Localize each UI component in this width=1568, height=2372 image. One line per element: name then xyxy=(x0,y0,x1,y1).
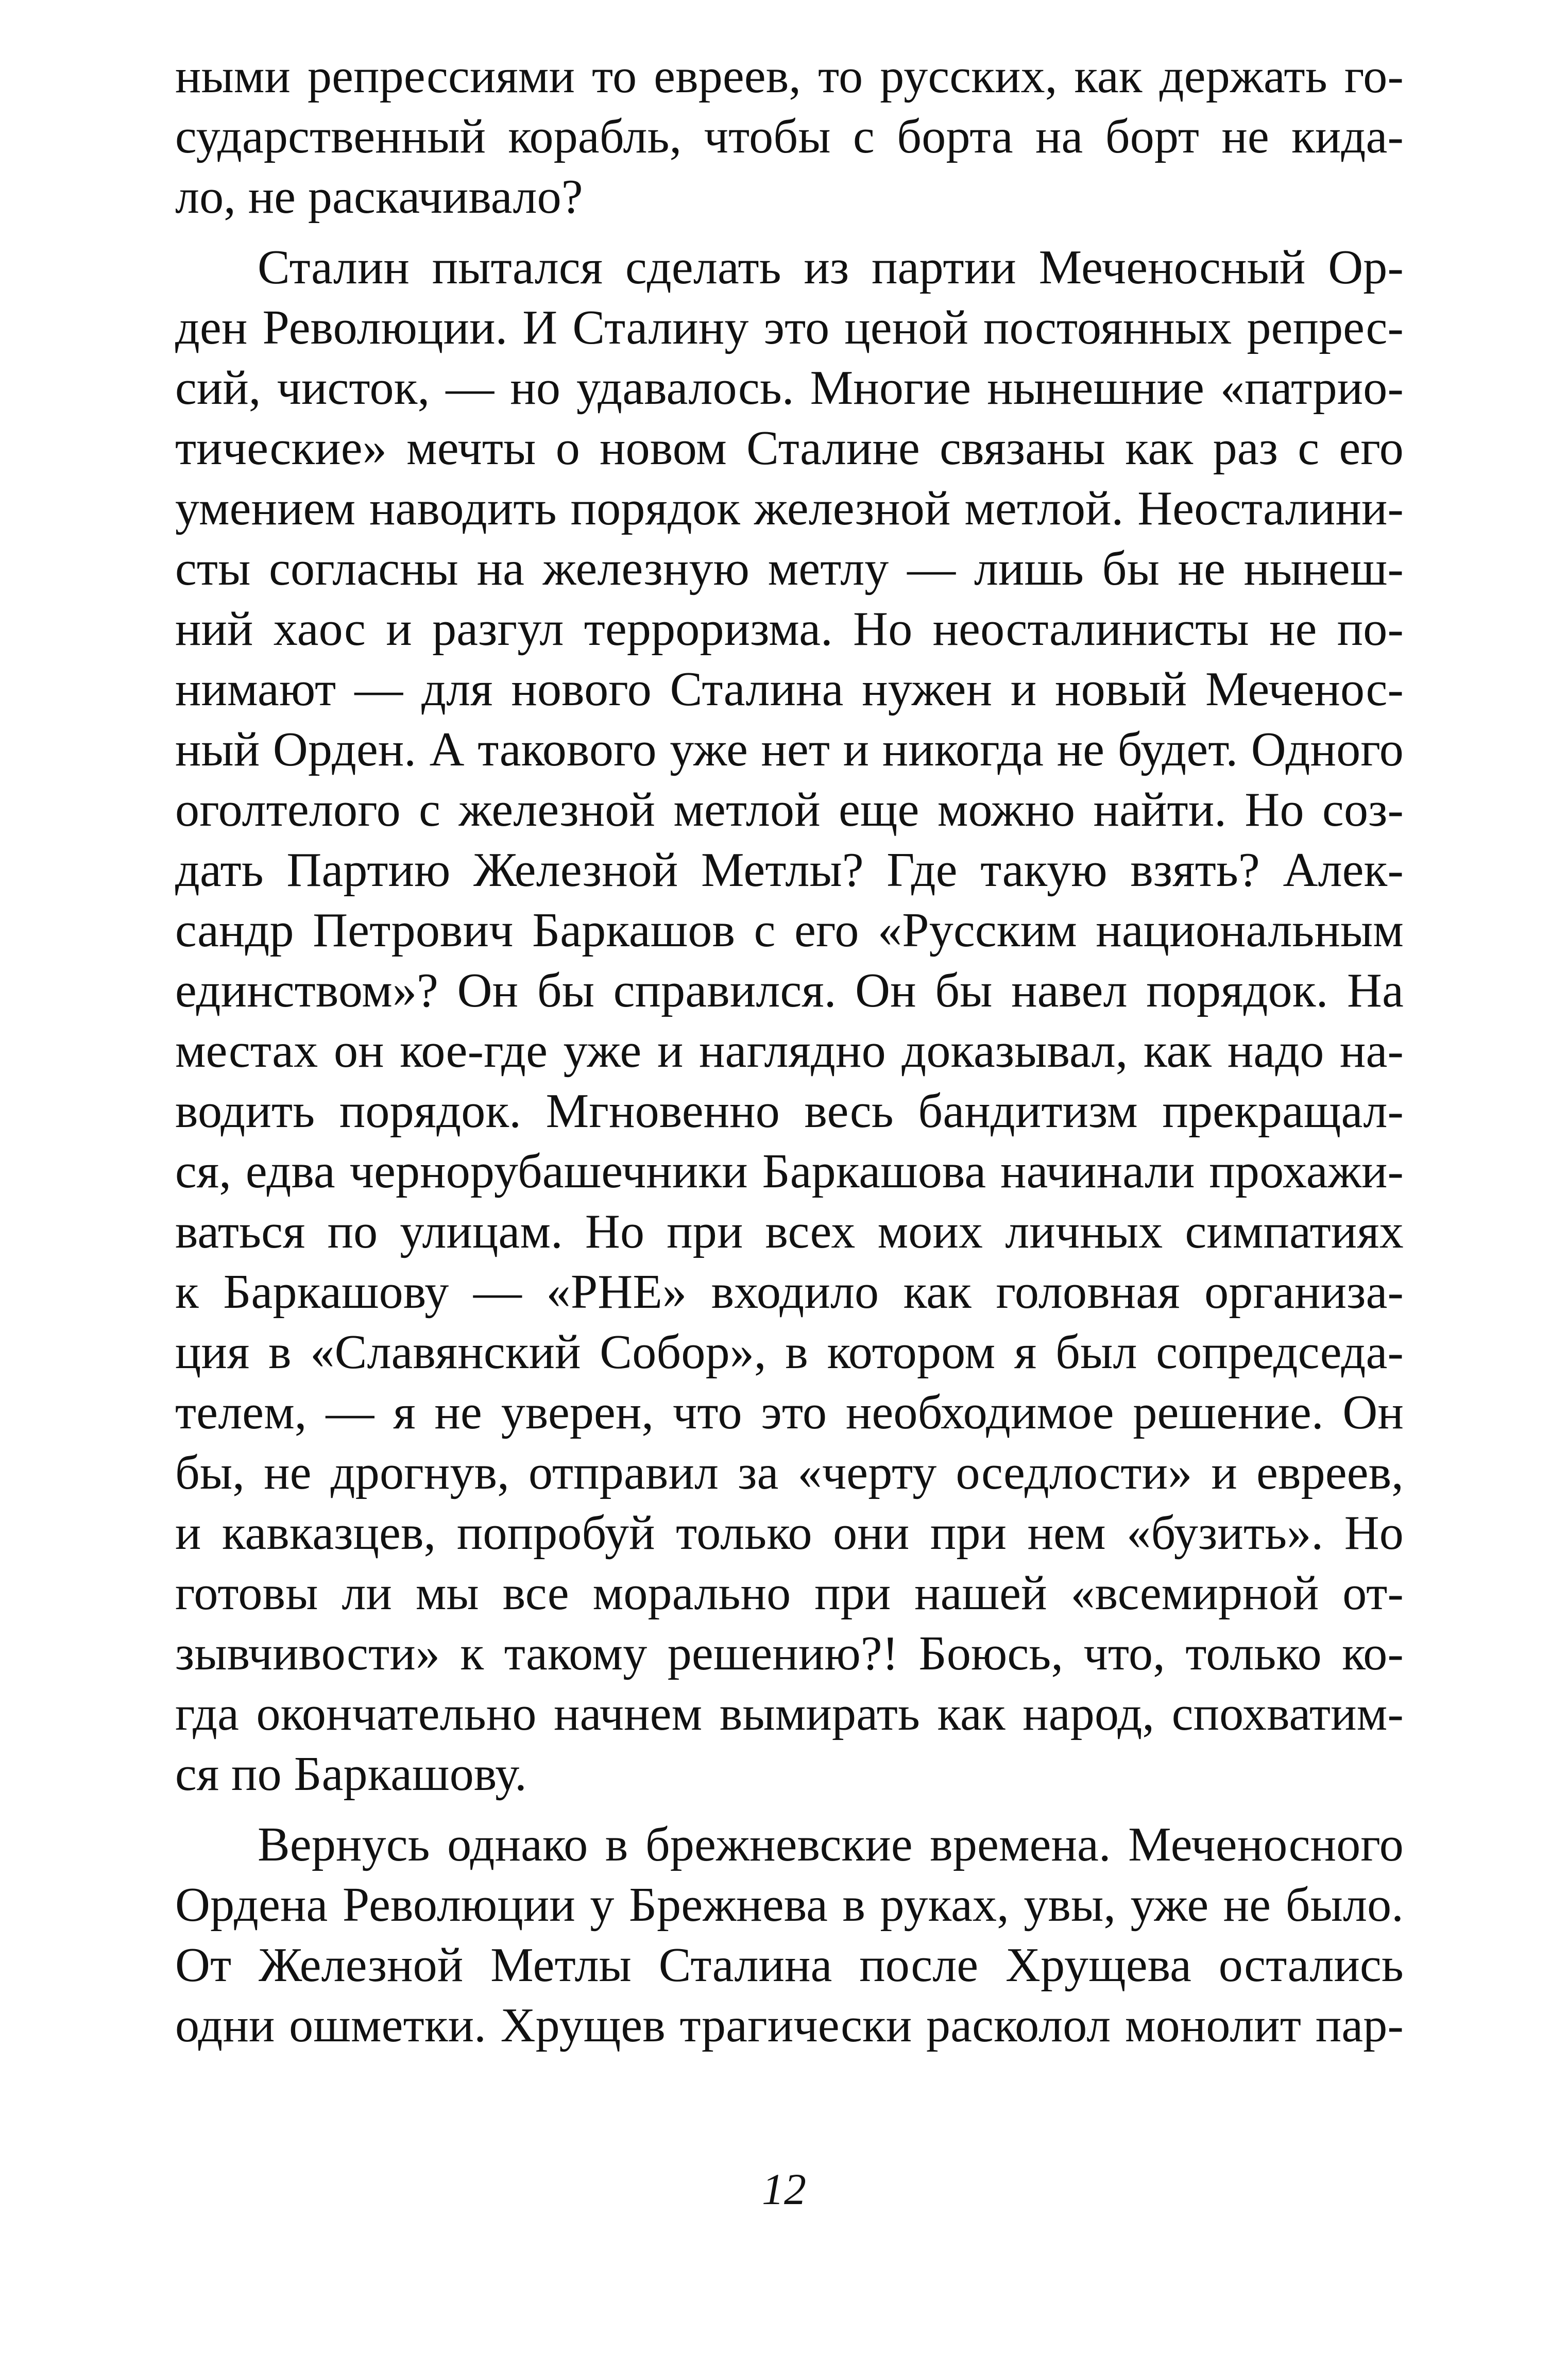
text-line: водить порядок. Мгновенно весь бандитизм прекращал- xyxy=(175,1084,1404,1138)
text-line: гда окончательно начнем вымирать как народ, спохватим- xyxy=(175,1687,1404,1740)
paragraph-gap xyxy=(175,1804,1404,1815)
body-text xyxy=(175,46,1404,2056)
text-line: ция в «Славянский Собор», в котором я был сопредседа- xyxy=(175,1325,1404,1379)
paragraph-3 xyxy=(175,1815,1404,2056)
text-line: ло, не раскачивало? xyxy=(175,170,583,224)
text-line: От Железной Метлы Сталина после Хрущева остались xyxy=(175,1938,1404,1992)
text-line: умением наводить порядок железной метлой. Неосталини- xyxy=(175,482,1404,535)
text-line: к Баркашову — «РНЕ» входило как головная организа- xyxy=(175,1265,1404,1319)
text-line: ный Орден. А такового уже нет и никогда не будет. Одного xyxy=(175,723,1404,776)
text-line: ся, едва чернорубашечники Баркашова начинали прохажи- xyxy=(175,1145,1404,1198)
text-line: сты согласны на железную метлу — лишь бы не нынеш- xyxy=(175,542,1404,595)
text-line: ний хаос и разгул терроризма. Но неосталинисты не по- xyxy=(175,602,1404,656)
text-line: ден Революции. И Сталину это ценой постоянных репрес- xyxy=(175,301,1404,354)
text-line: одни ошметки. Хрущев трагически расколол монолит пар- xyxy=(175,1999,1404,2052)
paragraph-1 xyxy=(175,46,1404,227)
text-line: сий, чисток, — но удавалось. Многие нынешние «патрио- xyxy=(175,361,1404,415)
text-line: телем, — я не уверен, что это необходимое решение. Он xyxy=(175,1386,1404,1439)
paragraph-2 xyxy=(175,237,1404,1804)
text-line: местах он кое-где уже и наглядно доказывал, как надо на- xyxy=(175,1024,1404,1078)
text-line: ваться по улицам. Но при всех моих личных симпатиях xyxy=(175,1205,1404,1258)
text-line: Ордена Революции у Брежнева в руках, увы, уже не было. xyxy=(175,1878,1404,1932)
text-line: и кавказцев, попробуй только они при нем «бузить». Но xyxy=(175,1506,1404,1560)
text-line: зывчивости» к такому решению?! Боюсь, что, только ко- xyxy=(175,1627,1404,1680)
text-line: дать Партию Железной Метлы? Где такую взять? Алек- xyxy=(175,843,1404,897)
page-number: 12 xyxy=(762,2164,806,2214)
text-line: ными репрессиями то евреев, то русских, как держать го- xyxy=(175,49,1404,103)
text-line: ся по Баркашову. xyxy=(175,1747,527,1801)
paragraph-gap xyxy=(175,227,1404,237)
text-line: тические» мечты о новом Сталине связаны как раз с его xyxy=(175,421,1404,475)
text-line: единством»? Он бы справился. Он бы навел порядок. На xyxy=(175,964,1404,1017)
text-line: оголтелого с железной метлой еще можно найти. Но соз- xyxy=(175,783,1404,837)
text-line: сударственный корабль, чтобы с борта на борт не кида- xyxy=(175,110,1404,163)
text-line: Сталин пытался сделать из партии Меченосный Ор- xyxy=(258,241,1404,294)
text-line: готовы ли мы все морально при нашей «всемирной от- xyxy=(175,1566,1404,1620)
text-line: Вернусь однако в брежневские времена. Меченосного xyxy=(258,1818,1404,1871)
text-line: бы, не дрогнув, отправил за «черту оседлости» и евреев, xyxy=(175,1446,1404,1499)
text-line: нимают — для нового Сталина нужен и новый Меченос- xyxy=(175,662,1404,716)
text-line: сандр Петрович Баркашов с его «Русским национальным xyxy=(175,903,1404,957)
